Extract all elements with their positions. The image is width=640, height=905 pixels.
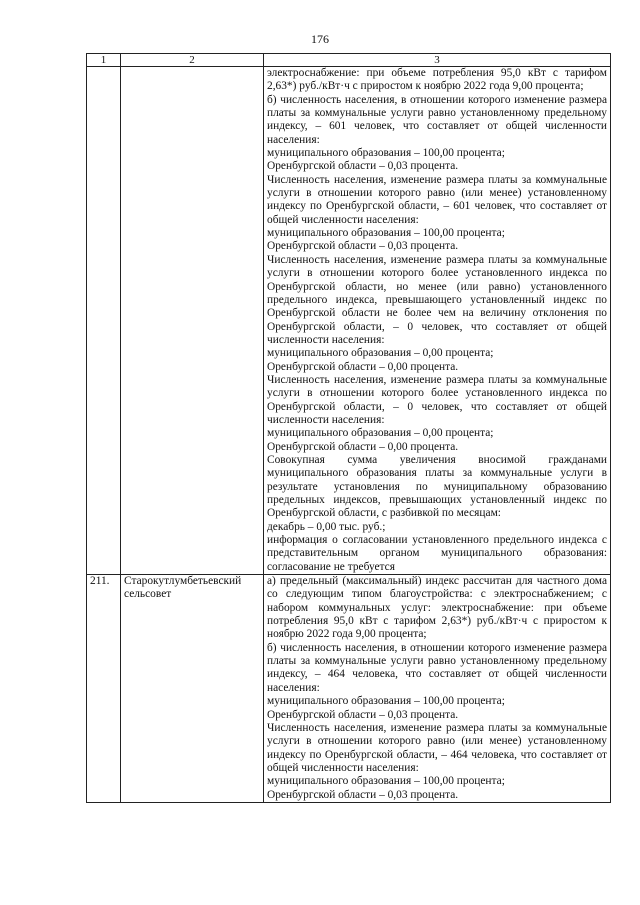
header-col-3: 3 [264,54,611,67]
paragraph: муниципального образования – 100,00 процента; [267,695,505,708]
document-table [86,53,611,803]
paragraph: Оренбургской области – 0,03 процента. [267,160,459,173]
paragraph: муниципального образования – 0,00 процента; [267,427,494,440]
paragraph: Оренбургской области – 0,00 процента. [267,360,459,373]
page-number: 176 [311,32,329,46]
row-number: 211. [87,575,121,803]
header-col-1: 1 [87,54,121,67]
paragraph: Оренбургской области – 0,03 процента. [267,788,459,801]
header-col-2: 2 [121,54,264,67]
paragraph: Оренбургской области – 0,00 процента. [267,440,459,453]
row-description [264,575,611,803]
paragraph: электроснабжение: при объеме потребления 95,0 кВт с тарифом 2,63*) руб./кВт·ч с приростом к ноябрю 2022 года 9,00 процента; [267,67,607,93]
paragraph: муниципального образования – 100,00 процента; [267,147,505,160]
paragraph: б) численность населения, в отношении которого изменение размера платы за коммунальные услуги равно установленному предельному индексу, – 464 человека, что составляет от общей численности населения: [267,641,607,694]
row-number [87,67,121,575]
paragraph: б) численность населения, в отношении которого изменение размера платы за коммунальные услуги равно установленному предельному индексу, – 601 человек, что составляет от общей численности населения: [267,93,607,146]
municipality-name: Старокутлумбетьевский сельсовет [121,575,264,803]
paragraph: Численность населения, изменение размера платы за коммунальные услуги в отношении которого равно (или менее) установленному индексу по Оренбургской области, – 464 человека, что составляет от общей численности населения: [267,721,607,774]
paragraph: Численность населения, изменение размера платы за коммунальные услуги в отношении которого более установленного индекса по Оренбургской области, – 0 человек, что составляет от общей численности населения: [267,373,607,426]
paragraph: муниципального образования – 0,00 процента; [267,347,494,360]
paragraph: Оренбургской области – 0,03 процента. [267,708,459,721]
paragraph: Совокупная сумма увеличения вносимой гражданами муниципального образования платы за коммунальные услуги в результате установления по муниципальному образованию предельных индексов, превышающих установленный индекс по Оренбургской области, с разбивкой по месяцам: [267,453,607,520]
paragraph: а) предельный (максимальный) индекс рассчитан для частного дома со следующим типом благоустройства: с электроснабжением; с набором коммунальных услуг: электроснабжение: при объеме потребления 95,0 кВт с тарифом 2,63*) руб./кВт·ч с приростом к ноябрю 2022 года 9,00 процента; [267,575,607,641]
table-row [87,575,611,803]
paragraph: Оренбургской области – 0,03 процента. [267,240,459,253]
table-header-row [87,54,611,67]
paragraph: декабрь – 0,00 тыс. руб.; [267,520,386,533]
paragraph: Численность населения, изменение размера платы за коммунальные услуги в отношении которого более установленного индекса по Оренбургской области, но менее (или равно) установленного предельного индекса, превышающего установленный индекс по Оренбургской области не более чем на величину отклонения по Оренбургской области, – 0 человек, что составляет от общей численности населения: [267,253,607,346]
paragraph: муниципального образования – 100,00 процента; [267,775,505,788]
table-row [87,67,611,575]
row-description [264,67,611,575]
municipality-name [121,67,264,575]
paragraph: муниципального образования – 100,00 процента; [267,227,505,240]
paragraph: информация о согласовании установленного предельного индекса с представительным органом муниципального образования: согласование не требуется [267,534,607,573]
paragraph: Численность населения, изменение размера платы за коммунальные услуги в отношении которого равно (или менее) установленному индексу по Оренбургской области, – 601 человек, что составляет от общей численности населения: [267,173,607,226]
